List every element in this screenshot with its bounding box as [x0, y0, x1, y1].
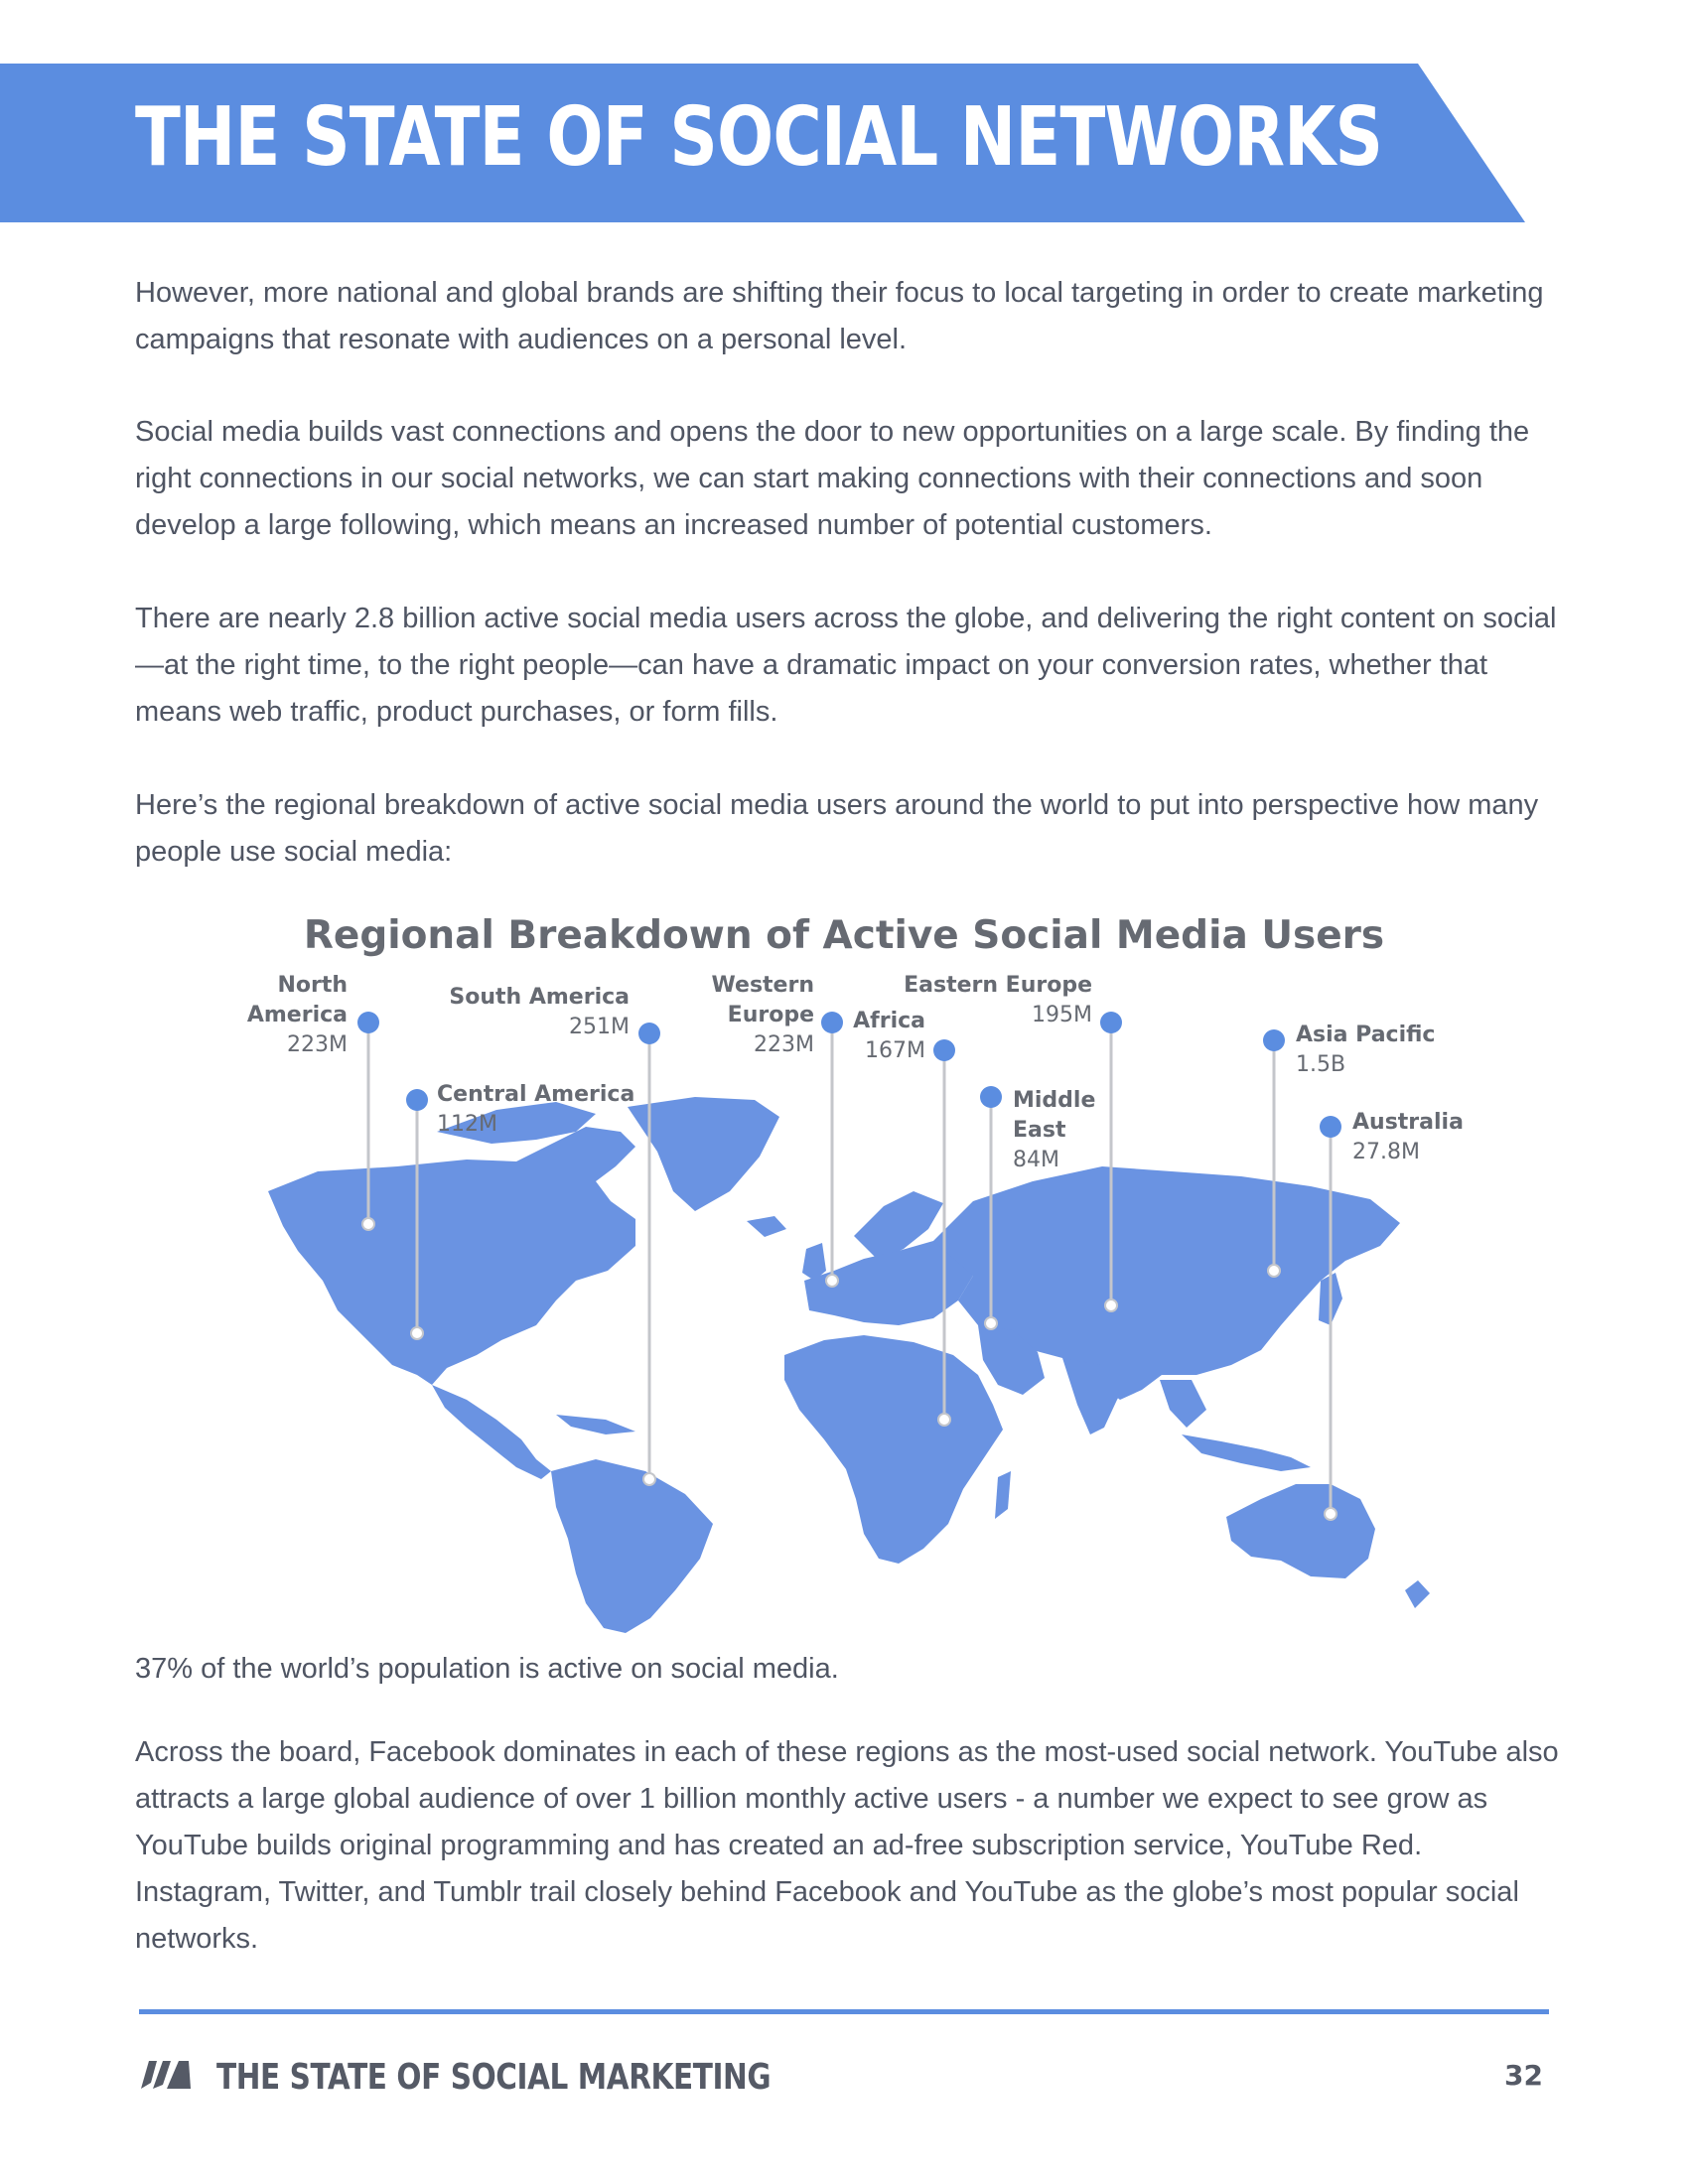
region-value: 251M — [569, 1015, 630, 1039]
region-label-south-america — [417, 983, 630, 1042]
region-name: Asia Pacific — [1296, 1023, 1436, 1047]
region-value: 27.8M — [1352, 1140, 1420, 1164]
chart-title: Regional Breakdown of Active Social Media Users — [303, 913, 1385, 958]
region-name: Eastern Europe — [904, 973, 1092, 998]
region-label-middle-east — [1013, 1086, 1132, 1175]
map-iceland — [747, 1216, 786, 1237]
pin-anchor-middle-east — [985, 1317, 997, 1329]
region-label-western-europe — [616, 971, 814, 1060]
population-stat-paragraph: 37% of the world’s population is active on social media. — [135, 1653, 839, 1685]
breakdown-intro-paragraph: Here’s the regional breakdown of active social media users around the world to put into perspective how many people use social media: — [135, 789, 1539, 868]
world-map — [0, 983, 1688, 1638]
region-name: Western — [711, 973, 814, 998]
map-north-america — [268, 1127, 635, 1385]
region-name: North — [277, 973, 348, 998]
pin-head-central-america — [406, 1089, 428, 1111]
pin-anchor-north-america — [362, 1218, 374, 1230]
region-label-asia-pacific — [1296, 1021, 1475, 1080]
region-label-central-america — [437, 1080, 655, 1140]
header-banner — [0, 64, 1688, 222]
map-caribbean — [556, 1415, 635, 1434]
page-number: 32 — [1504, 2059, 1543, 2092]
pin-anchor-asia-pacific — [1268, 1265, 1280, 1277]
pin-anchor-western-europe — [826, 1275, 838, 1287]
pin-anchor-south-america — [643, 1473, 655, 1485]
map-africa — [784, 1335, 1003, 1564]
footer-rule — [139, 2009, 1549, 2014]
pin-anchor-eastern-europe — [1105, 1299, 1117, 1311]
region-name: Europe — [727, 1003, 814, 1027]
pin-head-north-america — [357, 1012, 379, 1033]
region-value: 112M — [437, 1112, 497, 1137]
pin-head-middle-east — [980, 1086, 1002, 1108]
map-madagascar — [995, 1471, 1011, 1519]
region-name: Central America — [437, 1082, 635, 1107]
pin-anchor-australia — [1325, 1508, 1336, 1520]
pin-head-asia-pacific — [1263, 1029, 1285, 1051]
users-paragraph: There are nearly 2.8 billion active social media users across the globe, and delivering the right content on social—at the right time, to the right people—can have a dramatic impact on your conversion rates, whether that means web traffic, product purchases, or form fills. — [135, 603, 1557, 728]
region-value: 223M — [754, 1032, 814, 1057]
region-value: 1.5B — [1296, 1052, 1346, 1077]
pin-head-africa — [933, 1039, 955, 1061]
facebook-youtube-paragraph: Across the board, Facebook dominates in each of these regions as the most-used social network. YouTube also attracts a large global audience of over 1 billion monthly active users - a number we expect to see grow as YouTube builds original programming and has created an ad-free subscription service, YouTube Red. Instagram, Twitter, and Tumblr trail closely behind Facebook and YouTube as the globe’s most popular social networks. — [135, 1736, 1559, 1955]
map-new-zealand — [1405, 1580, 1430, 1608]
region-name: America — [246, 1003, 348, 1027]
page-title: THE STATE OF SOCIAL NETWORKS — [135, 90, 1383, 185]
region-name: Australia — [1352, 1110, 1464, 1135]
sprout-logo-icon — [139, 2055, 195, 2095]
region-name: South America — [449, 985, 630, 1010]
region-label-australia — [1352, 1108, 1491, 1167]
map-australia — [1226, 1484, 1375, 1578]
intro-paragraph: However, more national and global brands are shifting their focus to local targeting in order to create marketing campaigns that resonate with audiences on a personal level. — [135, 277, 1544, 355]
region-name: Africa — [853, 1009, 925, 1033]
map-southeast-asia — [1160, 1380, 1206, 1428]
world-map-chart — [0, 973, 1688, 1638]
region-value: 223M — [287, 1032, 348, 1057]
region-value: 195M — [1032, 1003, 1092, 1027]
region-name: East — [1013, 1118, 1066, 1143]
footer-title: THE STATE OF SOCIAL MARKETING — [216, 2057, 772, 2098]
map-indonesia — [1182, 1434, 1311, 1471]
pin-anchor-africa — [938, 1414, 950, 1426]
pin-anchor-central-america — [411, 1327, 423, 1339]
region-value: 84M — [1013, 1148, 1059, 1172]
map-south-america — [551, 1459, 713, 1633]
region-label-north-america — [159, 971, 348, 1060]
pin-head-australia — [1320, 1116, 1341, 1138]
region-name: Middle — [1013, 1088, 1096, 1113]
region-value: 167M — [865, 1038, 925, 1063]
region-label-eastern-europe — [874, 971, 1092, 1030]
map-central-america — [432, 1385, 551, 1479]
connections-paragraph: Social media builds vast connections and opens the door to new opportunities on a large scale. By finding the right connections in our social networks, we can start making connections with their connections and soon develop a large following, which means an increased number of potential customers. — [135, 416, 1530, 541]
pin-head-eastern-europe — [1100, 1012, 1122, 1033]
